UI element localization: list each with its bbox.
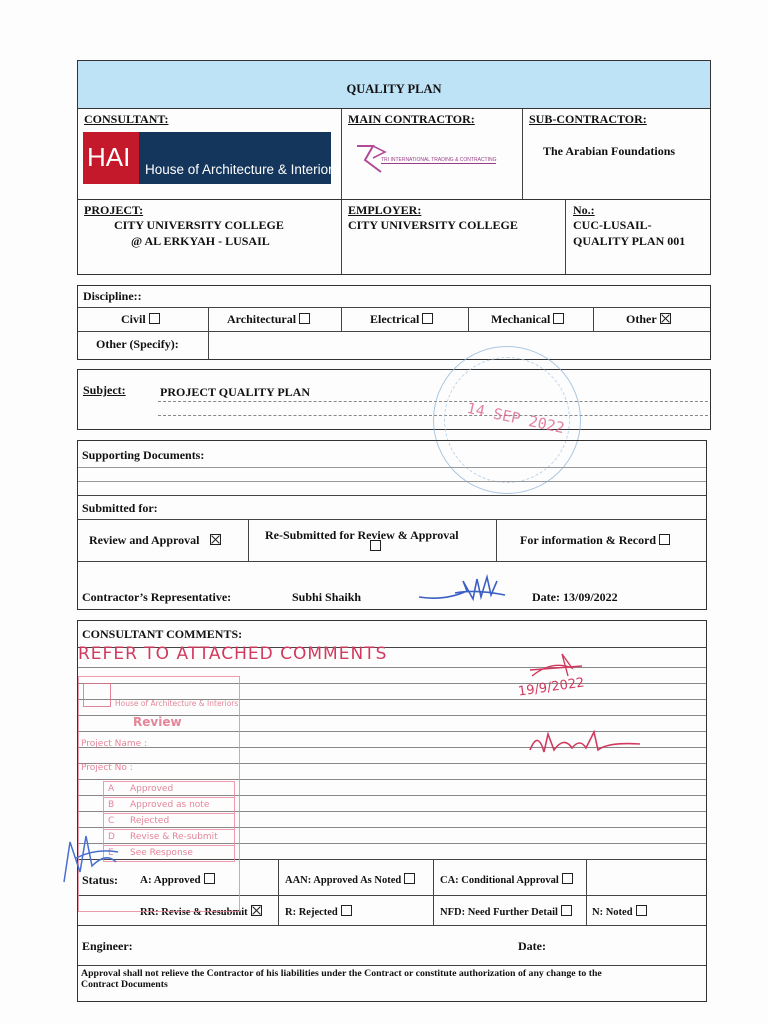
parties-section <box>77 108 711 200</box>
civil-checkbox[interactable] <box>149 313 160 324</box>
handwritten-comment: REFER TO ATTACHED COMMENTS <box>78 644 388 664</box>
submission-section <box>77 440 707 610</box>
consultant-label: CONSULTANT: <box>84 112 169 126</box>
discipline-mechanical[interactable]: Mechanical <box>491 312 564 327</box>
project-section <box>77 199 711 275</box>
document-no-line1: CUC-LUSAIL- <box>573 218 652 232</box>
review-stamp-project-name: Project Name : <box>81 739 148 749</box>
conditional-approval-checkbox[interactable] <box>562 873 573 884</box>
reviewer-initials <box>56 822 126 892</box>
consultant-logo <box>83 132 340 184</box>
information-record-option[interactable]: For information & Record <box>520 533 670 548</box>
mechanical-checkbox[interactable] <box>553 313 564 324</box>
need-further-detail-checkbox[interactable] <box>561 905 572 916</box>
status-label: Status: <box>82 873 119 887</box>
discipline-section <box>77 285 711 360</box>
subject-section <box>77 369 711 430</box>
representative-label: Contractor’s Representative: <box>82 590 232 604</box>
main-contractor-logo-text: TRI INTERNATIONAL TRADING & CONTRACTING <box>381 157 497 163</box>
status-noted[interactable]: N: Noted <box>592 905 647 918</box>
document-no-line2: QUALITY PLAN 001 <box>573 234 686 248</box>
main-contractor-label: MAIN CONTRACTOR: <box>348 112 475 126</box>
review-stamp-project-no: Project No : <box>81 763 133 773</box>
employer-label: EMPLOYER: <box>348 203 422 217</box>
resubmitted-checkbox[interactable] <box>370 540 381 551</box>
review-approval-checkbox[interactable] <box>210 534 221 545</box>
review-stamp-brand: House of Architecture & Interiors <box>115 699 239 708</box>
review-stamp-title: Review <box>133 715 182 729</box>
project-label: PROJECT: <box>84 203 144 217</box>
representative-date: Date: 13/09/2022 <box>532 590 618 604</box>
status-need-further-detail[interactable]: NFD: Need Further Detail <box>440 905 572 918</box>
status-rejected[interactable]: R: Rejected <box>285 905 352 918</box>
discipline-civil[interactable]: Civil <box>121 312 160 327</box>
rejected-checkbox[interactable] <box>341 905 352 916</box>
status-approved[interactable]: A: Approved <box>140 873 215 886</box>
disclaimer-line1: Approval shall not relieve the Contractor of his liabilities under the Contract or constitute authorization of any change to the <box>81 968 602 979</box>
representative-signature <box>415 573 515 607</box>
review-stamp-codes: A Approved B Approved as note C Rejected D Revise & Re-submit E See Response <box>103 781 235 862</box>
consultant-comments-label: CONSULTANT COMMENTS: <box>82 627 243 641</box>
discipline-architectural[interactable]: Architectural <box>227 312 310 327</box>
noted-checkbox[interactable] <box>636 905 647 916</box>
employer-name: CITY UNIVERSITY COLLEGE <box>348 218 518 232</box>
document-title: QUALITY PLAN <box>346 82 442 96</box>
supporting-documents-label: Supporting Documents: <box>82 448 205 462</box>
header-bar <box>77 60 711 109</box>
sub-contractor-label: SUB-CONTRACTOR: <box>529 112 647 126</box>
engineer-label: Engineer: <box>82 939 133 953</box>
main-contractor-logo <box>353 142 513 178</box>
approved-as-noted-checkbox[interactable] <box>404 873 415 884</box>
revise-resubmit-checkbox[interactable] <box>251 905 262 916</box>
subject-label: Subject: <box>83 383 126 397</box>
sub-contractor-name: The Arabian Foundations <box>543 144 676 158</box>
consultant-logo-mark: HAI <box>87 142 131 172</box>
project-line1: CITY UNIVERSITY COLLEGE <box>114 218 284 232</box>
discipline-label: Discipline:: <box>83 289 142 303</box>
submitted-for-label: Submitted for: <box>82 501 158 515</box>
document-no-label: No.: <box>573 203 595 217</box>
consultant-logo-text: House of Architecture & Interiors <box>145 162 340 177</box>
consultant-signature <box>522 646 642 690</box>
discipline-electrical[interactable]: Electrical <box>370 312 433 327</box>
subject-value: PROJECT QUALITY PLAN <box>160 385 311 399</box>
handwritten-comment-date: 19/9/2022 <box>517 675 586 700</box>
status-approved-as-noted[interactable]: AAN: Approved As Noted <box>285 873 415 886</box>
representative-name: Subhi Shaikh <box>292 590 362 604</box>
review-approval-option[interactable]: Review and Approval <box>89 533 221 548</box>
project-line2: @ AL ERKYAH - LUSAIL <box>131 234 270 248</box>
status-revise-resubmit[interactable]: RR: Revise & Resubmit <box>140 905 262 918</box>
status-conditional-approval[interactable]: CA: Conditional Approval <box>440 873 573 886</box>
information-record-checkbox[interactable] <box>659 534 670 545</box>
other-specify-label: Other (Specify): <box>96 337 179 351</box>
received-stamp-date: 14 SEP 2022 <box>465 398 567 438</box>
engineer-date-label: Date: <box>518 939 546 953</box>
discipline-other[interactable]: Other <box>626 312 671 327</box>
other-checkbox[interactable] <box>660 313 671 324</box>
architectural-checkbox[interactable] <box>299 313 310 324</box>
reviewer-signature <box>524 724 644 764</box>
resubmitted-option[interactable]: Re-Submitted for Review & Approval <box>265 528 459 542</box>
electrical-checkbox[interactable] <box>422 313 433 324</box>
disclaimer-line2: Contract Documents <box>81 979 168 990</box>
